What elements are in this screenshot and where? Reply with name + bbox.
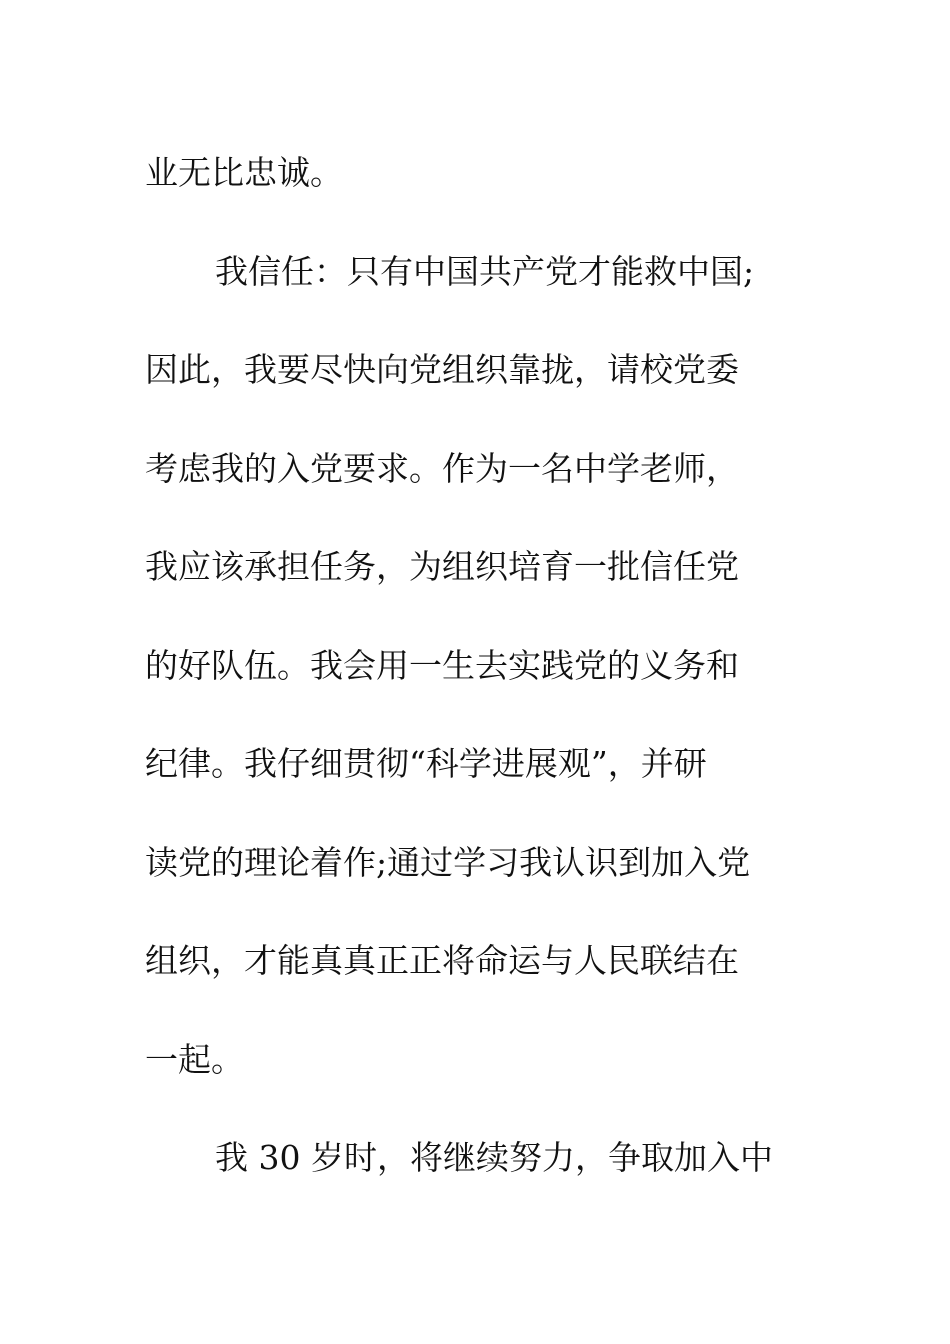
text-line: 的好队伍。我会用一生去实践党的义务和 (145, 645, 739, 685)
text-line: 因此，我要尽快向党组织靠拢，请校党委 (145, 350, 739, 389)
body-text (145, 124, 805, 1208)
text-line: 考虑我的入党要求。作为一名中学老师， (145, 448, 739, 488)
text-line: 业无比忠诚。 (145, 153, 343, 192)
paragraph-start-line: 我信任：只有中国共产党才能救中国; (215, 251, 755, 291)
text-line: 一起。 (145, 1039, 244, 1079)
text-line: 纪律。我仔细贯彻“科学进展观”，并研 (145, 744, 707, 783)
paragraph-start-line: 我 30 岁时，将继续努力，争取加入中 (215, 1138, 773, 1177)
text-line: 我应该承担任务，为组织培育一批信任党 (145, 547, 739, 586)
text-line: 读党的理论着作;通过学习我认识到加入党 (145, 842, 751, 882)
text-line: 组织，才能真真正正将命运与人民联结在 (145, 941, 739, 980)
